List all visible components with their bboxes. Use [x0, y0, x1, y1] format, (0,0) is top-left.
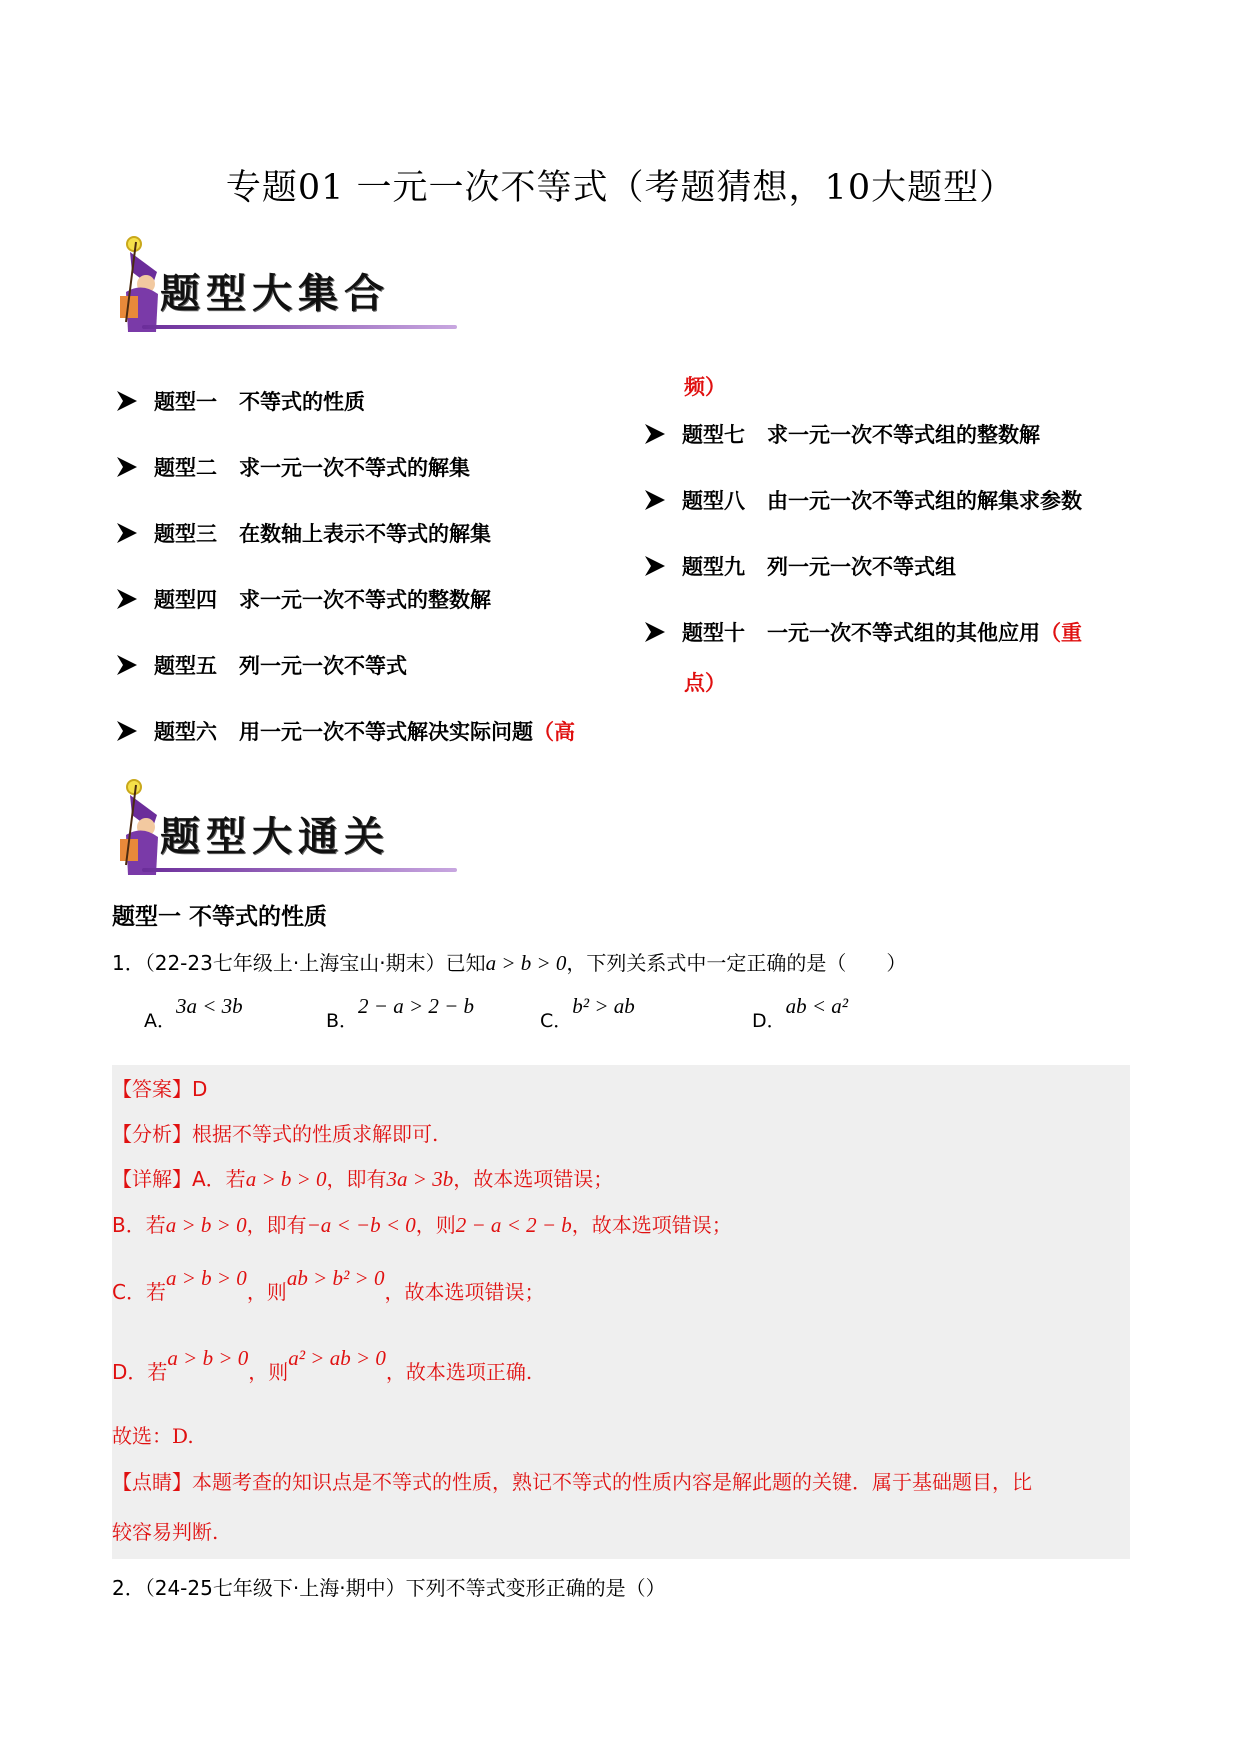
tag-high-frequency: （高 [533, 720, 575, 744]
toc-item-10[interactable]: 题型十 一元一次不等式组的其他应用 （重 [644, 617, 1082, 647]
section-heading: 题型一 不等式的性质 [112, 904, 328, 930]
detail-line-a: 【详解】A．若a > b > 0，即有3a > 3b，故本选项错误； [112, 1167, 614, 1191]
toc-continuation: 频） [684, 375, 726, 399]
toc-item-2[interactable]: 题型二 求一元一次不等式的解集 [116, 452, 470, 482]
banner-question-types [112, 232, 462, 342]
toc-continuation-2: 点） [684, 671, 726, 695]
arrow-bullet-icon [644, 555, 666, 577]
arrow-bullet-icon [644, 489, 666, 511]
detail-line-d: D．若a > b > 0，则a² > ab > 0，故本选项正确. [112, 1346, 533, 1384]
arrow-bullet-icon [116, 720, 138, 742]
option-a[interactable]: A．3a < 3b [144, 994, 243, 1032]
arrow-bullet-icon [116, 654, 138, 676]
choose-line: 故选：D. [112, 1424, 194, 1448]
comment-line-1: 【点睛】本题考查的知识点是不等式的性质，熟记不等式的性质内容是解此题的关键．属于基础题目，比 [112, 1470, 1032, 1494]
arrow-bullet-icon [116, 390, 138, 412]
answer-line: 【答案】D [112, 1077, 208, 1101]
detail-line-c: C．若a > b > 0，则ab > b² > 0，故本选项错误； [112, 1266, 545, 1304]
toc-item-1[interactable]: 题型一 不等式的性质 [116, 386, 365, 416]
question-2: 2．（24-25七年级下·上海·期中）下列不等式变形正确的是（） [112, 1576, 666, 1600]
option-c[interactable]: C．b² > ab [540, 994, 635, 1032]
q1-condition: a > b > 0 [485, 951, 567, 975]
banner-underline [142, 868, 457, 872]
toc-item-8[interactable]: 题型八 由一元一次不等式组的解集求参数 [644, 485, 1082, 515]
question-1: 1．（22-23七年级上·上海宝山·期末）已知a > b > 0，下列关系式中一定正确的是（ ） [112, 951, 907, 975]
banner-title: 题型大集合 [160, 270, 390, 317]
analysis-line: 【分析】根据不等式的性质求解即可. [112, 1122, 439, 1146]
toc-item-3[interactable]: 题型三 在数轴上表示不等式的解集 [116, 518, 491, 548]
page-title: 专题01 一元一次不等式（考题猜想，10大题型） [225, 168, 1016, 208]
banner-practice [112, 775, 462, 885]
tag-key-point: （重 [1040, 621, 1082, 645]
arrow-bullet-icon [644, 621, 666, 643]
q1-options [144, 992, 904, 1032]
toc-item-5[interactable]: 题型五 列一元一次不等式 [116, 650, 407, 680]
toc-item-6[interactable]: 题型六 用一元一次不等式解决实际问题 （高 [116, 716, 575, 746]
detail-line-b: B．若a > b > 0，即有−a < −b < 0，则2 − a < 2 − b，故本选项错误； [112, 1213, 732, 1237]
arrow-bullet-icon [116, 522, 138, 544]
option-d[interactable]: D．ab < a² [752, 994, 849, 1032]
toc-item-9[interactable]: 题型九 列一元一次不等式组 [644, 551, 956, 581]
arrow-bullet-icon [116, 456, 138, 478]
arrow-bullet-icon [644, 423, 666, 445]
arrow-bullet-icon [116, 588, 138, 610]
banner-underline [142, 325, 457, 329]
comment-line-2: 较容易判断. [112, 1520, 219, 1544]
toc-item-7[interactable]: 题型七 求一元一次不等式组的整数解 [644, 419, 1040, 449]
toc-item-4[interactable]: 题型四 求一元一次不等式的整数解 [116, 584, 491, 614]
option-b[interactable]: B．2 − a > 2 − b [326, 994, 475, 1032]
banner-title: 题型大通关 [160, 813, 390, 860]
